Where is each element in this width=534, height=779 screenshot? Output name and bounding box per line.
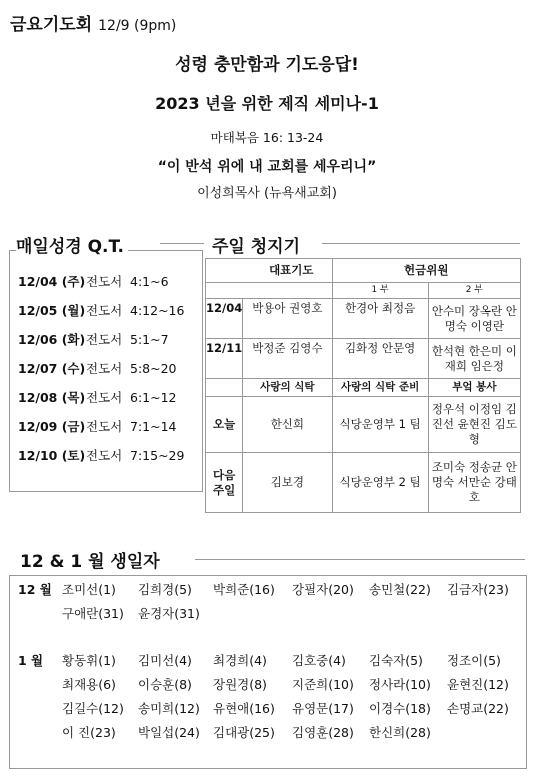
head-prep: 사랑의 식탁 준비 [332,379,428,397]
meal-prep: 식당운영부 2 팀 [332,453,428,513]
qt-divider [160,243,204,244]
birthday-name: 박일섭(24) [138,725,200,740]
birthday-name: 강필자(20) [292,582,354,597]
sermon-verse: 마태복음 16: 13-24 [210,130,324,145]
qt-verse: 7:15~29 [130,448,185,463]
meal-kitchen: 정우석 이정임 김진선 윤현진 김도형 [428,397,520,453]
birthday-name: 윤현진(12) [447,677,509,692]
birthday-name: 손명교(22) [447,701,509,716]
row-prayer: 박용아 권영호 [243,299,332,339]
sermon-headline: 성령 충만함과 기도응답! [175,55,359,75]
qt-book: 전도서 [86,303,123,318]
sermon-preacher: 이성희목사 (뉴욕새교회) [197,186,337,201]
meal-love: 김보경 [243,453,332,513]
qt-date: 12/06 (화) [18,332,86,347]
qt-verse: 5:1~7 [130,332,169,347]
birthday-name: 정조이(5) [447,653,501,668]
qt-book: 전도서 [86,390,123,405]
birthday-name: 김희경(5) [138,582,192,597]
birthday-name: 김호중(4) [292,653,346,668]
birthday-name: 한신희(28) [369,725,431,740]
birthday-name: 윤경자(31) [138,606,200,621]
row-part2: 한석현 한은미 이재희 임은정 [428,339,520,379]
birthday-name: 유현애(16) [213,701,275,716]
steward-title: 주일 청지기 [212,232,304,257]
row-part2: 안수미 장옥란 안명숙 이영란 [428,299,520,339]
sermon-quote: “이 반석 위에 내 교회를 세우리니” [157,159,377,175]
qt-row [18,446,184,464]
head-love: 사랑의 식탁 [243,379,332,397]
steward-divider [322,243,520,244]
head-kitchen: 부엌 봉사 [428,379,520,397]
qt-book: 전도서 [86,419,123,434]
birthday-title: 12 & 1 월 생일자 [20,547,164,572]
meal-love: 한신희 [243,397,332,453]
birthday-name: 지준희(10) [292,677,354,692]
qt-book: 전도서 [86,361,123,376]
qt-book: 전도서 [86,448,123,463]
birthday-name: 김숙자(5) [369,653,423,668]
row-prayer: 박정준 김영수 [243,339,332,379]
qt-book: 전도서 [86,274,123,289]
birthday-name: 김영훈(28) [292,725,354,740]
birthday-name: 정사라(10) [369,677,431,692]
birthday-name: 장원경(8) [213,677,267,692]
qt-verse: 4:1~6 [130,274,169,289]
birthday-name: 송미희(12) [138,701,200,716]
row-part1: 김화정 안문영 [332,339,428,379]
qt-row [18,417,177,435]
birthday-name: 최재용(6) [62,677,116,692]
birthday-name: 김대광(25) [213,725,275,740]
qt-verse: 5:8~20 [130,361,177,376]
meal-kitchen: 조미숙 정송균 안명숙 서만순 강태호 [428,453,520,513]
qt-row [18,330,169,348]
qt-row [18,359,177,377]
birthday-name: 이 진(23) [62,725,116,740]
birthday-name: 송민철(22) [369,582,431,597]
service-name: 금요기도회 [10,15,93,35]
row-part1: 한경아 최정음 [332,299,428,339]
row-date: 12/11 [206,339,243,379]
qt-date: 12/07 (수) [18,361,86,376]
qt-date: 12/09 (금) [18,419,86,434]
qt-row [18,301,184,319]
qt-book: 전도서 [86,332,123,347]
birthday-name: 이승훈(8) [138,677,192,692]
birthday-divider [195,559,525,560]
qt-verse: 6:1~12 [130,390,177,405]
qt-verse: 7:1~14 [130,419,177,434]
qt-date: 12/10 (토) [18,448,86,463]
qt-date: 12/05 (월) [18,303,86,318]
birthday-name: 김미선(4) [138,653,192,668]
service-title [10,10,176,35]
qt-row [18,388,177,406]
birthday-name: 박희준(16) [213,582,275,597]
row-date: 12/04 [206,299,243,339]
birthday-name: 조미선(1) [62,582,116,597]
qt-title: 매일성경 Q.T. [16,232,128,257]
qt-verse: 4:12~16 [130,303,185,318]
birthday-name: 김길수(12) [62,701,124,716]
meal-prep: 식당운영부 1 팀 [332,397,428,453]
qt-row [18,272,169,290]
birthday-name: 이경수(18) [369,701,431,716]
head-part2: 2 부 [428,283,520,299]
birthday-month-dec: 12 월 [18,582,52,597]
birthday-month-jan: 1 월 [18,653,44,668]
qt-date: 12/04 (주) [18,274,86,289]
meal-when: 오늘 [206,397,243,453]
service-date: 12/9 (9pm) [98,18,177,34]
meal-when: 다음 주일 [206,453,243,513]
birthday-name: 황동휘(1) [62,653,116,668]
head-prayer: 대표기도 [206,259,333,283]
birthday-name: 구애란(31) [62,606,124,621]
birthday-name: 최경희(4) [213,653,267,668]
qt-date: 12/08 (목) [18,390,86,405]
sermon-subtitle: 2023 년을 위한 제직 세미나-1 [155,94,379,113]
head-part1: 1 부 [332,283,428,299]
head-offering: 헌금위원 [332,259,521,283]
birthday-name: 김금자(23) [447,582,509,597]
steward-table [205,258,521,513]
birthday-name: 유영문(17) [292,701,354,716]
